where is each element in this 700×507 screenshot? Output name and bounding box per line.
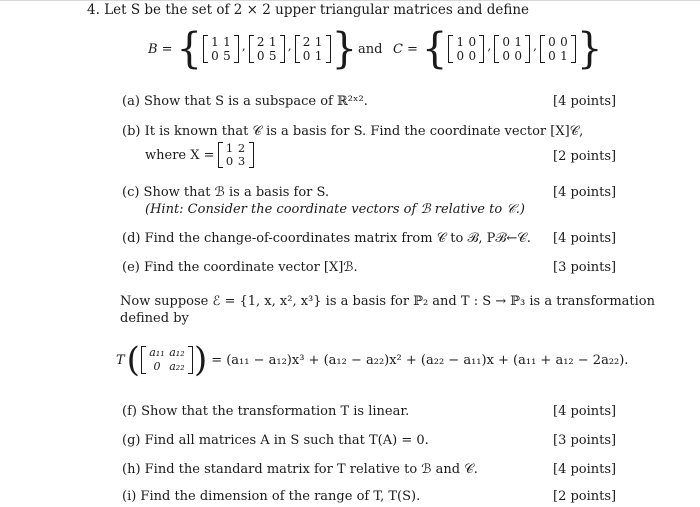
set-C-matrix-3 <box>540 35 576 63</box>
left-brace: { <box>176 24 202 74</box>
matrix-entry-12: 1 <box>223 35 231 49</box>
matrix-entry-11: 2 <box>256 35 265 49</box>
matrix-entry-12: 2 <box>237 141 246 155</box>
matrix-entry-21: 0 <box>548 49 556 63</box>
transformation-input-matrix <box>140 346 194 374</box>
matrix-entry-22: 0 <box>514 49 522 63</box>
right-bracket <box>479 35 484 63</box>
transformation-rhs: = (a₁₁ − a₁₂)x³ + (a₁₂ − a₂₂)x² + (a₂₂ − a₁₁)x + (a₁₁ + a₁₂ − 2a₂₂). <box>211 352 629 368</box>
comma: , <box>241 39 246 53</box>
matrix-entry-12: 1 <box>314 35 323 49</box>
item-f: (f) Show that the transformation T is linear. <box>122 404 410 419</box>
item-e-points: [3 points] <box>553 260 617 275</box>
matrix-entry-21: 0 <box>211 49 219 63</box>
transformation-matrix-inner <box>141 346 193 374</box>
item-d: (d) Find the change-of-coordinates matrix from 𝒞 to ℬ, Pℬ←𝒞. <box>122 231 531 246</box>
matrix-X-inner <box>218 142 254 168</box>
set-B-matrices <box>202 35 332 63</box>
matrix-X <box>217 142 255 168</box>
set-C-matrix-2 <box>494 35 530 63</box>
and-word: and <box>358 41 383 57</box>
set-C-matrices <box>447 35 577 63</box>
comma: , <box>287 39 292 53</box>
matrix-entry-21: 0 <box>502 49 510 63</box>
matrix-entry-21: 0 <box>302 49 311 63</box>
matrix-entry-21: 0 <box>225 154 234 168</box>
set-B-matrix-3 <box>295 35 331 63</box>
left-brace: { <box>421 24 448 74</box>
right-paren: ) <box>193 340 208 380</box>
set-definitions <box>0 24 700 74</box>
right-brace: } <box>576 24 603 74</box>
set-C-definition: C = { 1 0 0 0 , 0 1 0 0 , 0 0 0 1 } <box>393 24 603 74</box>
item-b-points: [2 points] <box>553 149 617 164</box>
set-B-name: B <box>148 41 158 57</box>
item-f-points: [4 points] <box>553 404 617 419</box>
item-d-points: [4 points] <box>553 231 617 246</box>
matrix-entry-22: 0 <box>468 49 477 63</box>
comma: , <box>487 39 492 53</box>
right-brace: } <box>331 24 358 74</box>
comma: , <box>533 39 537 53</box>
right-bracket <box>280 35 285 63</box>
right-bracket <box>571 35 576 63</box>
matrix-entry-21: 0 <box>153 360 161 373</box>
matrix-entry-12: 0 <box>560 35 568 49</box>
matrix-entry-12: a₁₂ <box>169 346 185 359</box>
right-bracket <box>525 35 530 63</box>
question-number: 4. <box>87 2 100 18</box>
item-i: (i) Find the dimension of the range of T, T(S). <box>122 489 421 504</box>
item-i-points: [2 points] <box>553 489 617 504</box>
item-g-points: [3 points] <box>553 433 617 448</box>
matrix-entry-22: 5 <box>268 49 277 63</box>
matrix-entry-11: 1 <box>225 141 234 155</box>
set-B-matrix-1 <box>203 35 239 63</box>
now-suppose-line1: Now suppose ℰ = {1, x, x², x³} is a basis for ℙ₂ and T : S → ℙ₃ is a transformation <box>120 294 655 309</box>
question-title <box>87 2 529 18</box>
item-h: (h) Find the standard matrix for T relative to ℬ and 𝒞. <box>122 462 478 477</box>
transformation-name: T <box>116 352 125 368</box>
right-bracket <box>249 142 254 168</box>
right-bracket <box>234 35 239 63</box>
matrix-entry-22: 1 <box>314 49 323 63</box>
matrix-entry-11: 2 <box>302 35 311 49</box>
question-intro: Let S be the set of 2 × 2 upper triangular matrices and define <box>104 2 530 18</box>
item-h-points: [4 points] <box>553 462 617 477</box>
left-paren: ( <box>126 340 140 380</box>
matrix-entry-11: 1 <box>211 35 219 49</box>
now-suppose-line2: defined by <box>120 311 189 326</box>
item-b-where-label: where X = <box>145 147 215 163</box>
matrix-entry-11: a₁₁ <box>149 346 165 359</box>
item-c-hint: (Hint: Consider the coordinate vectors of ℬ relative to 𝒞.) <box>145 202 525 217</box>
item-e: (e) Find the coordinate vector [X]ℬ. <box>122 260 358 275</box>
item-a-points: [4 points] <box>553 94 617 109</box>
set-C-name: C <box>393 41 403 57</box>
matrix-entry-11: 1 <box>456 35 465 49</box>
matrix-entry-22: 3 <box>237 154 246 168</box>
matrix-entry-21: 0 <box>256 49 265 63</box>
set-B-definition: B = { 1 1 0 5 , 2 1 0 5 , 2 1 0 1 } <box>148 24 358 74</box>
matrix-entry-11: 0 <box>502 35 510 49</box>
and-word-wrap <box>344 24 396 74</box>
matrix-entry-22: a₂₂ <box>169 360 185 373</box>
set-B-matrix-2 <box>249 35 285 63</box>
right-bracket <box>326 35 331 63</box>
matrix-entry-11: 0 <box>548 35 556 49</box>
matrix-entry-12: 1 <box>514 35 522 49</box>
item-b: (b) It is known that 𝒞 is a basis for S. Find the coordinate vector [X]𝒞, <box>122 124 584 139</box>
matrix-entry-22: 1 <box>560 49 568 63</box>
item-c-points: [4 points] <box>553 185 617 200</box>
right-bracket <box>188 346 193 374</box>
transformation-formula <box>116 340 628 380</box>
item-a: (a) Show that S is a subspace of ℝ²ˣ². <box>122 94 368 109</box>
matrix-entry-22: 5 <box>223 49 231 63</box>
item-g: (g) Find all matrices A in S such that T(A) = 0. <box>122 433 429 448</box>
matrix-entry-12: 0 <box>468 35 477 49</box>
matrix-entry-21: 0 <box>456 49 465 63</box>
item-b-where <box>145 142 255 168</box>
matrix-entry-12: 1 <box>268 35 277 49</box>
top-border <box>0 0 700 1</box>
set-C-matrix-1 <box>448 35 484 63</box>
item-c: (c) Show that ℬ is a basis for S. <box>122 185 330 200</box>
